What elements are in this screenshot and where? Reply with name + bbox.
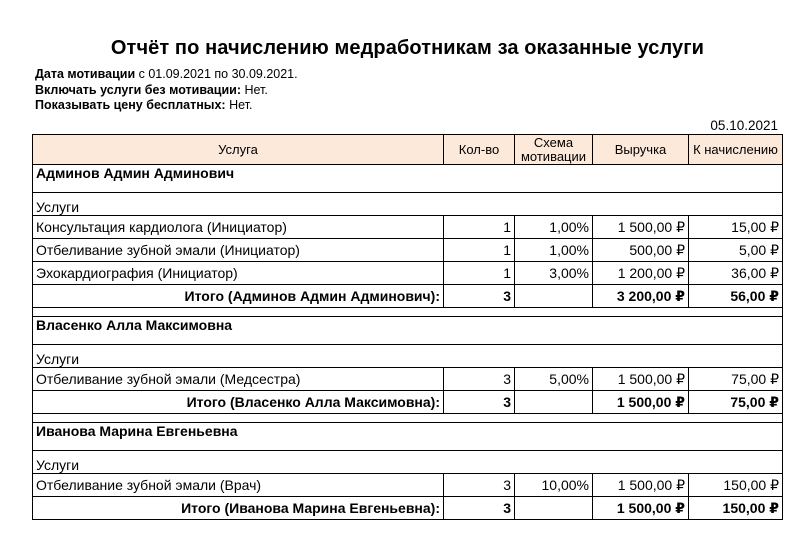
service-accrual: 150,00 ₽	[689, 474, 783, 497]
total-qty: 3	[444, 391, 515, 414]
column-header-accrual: К начислению	[689, 135, 783, 165]
services-subheader-row	[33, 345, 783, 368]
motivation-period: Дата мотивации с 01.09.2021 по 30.09.2021.	[35, 67, 298, 81]
motivation-scheme: 3,00%	[515, 262, 593, 285]
table-row	[33, 216, 783, 239]
total-qty: 3	[444, 285, 515, 308]
total-scheme-empty	[515, 391, 593, 414]
total-label: Итого (Иванова Марина Евгеньевна):	[33, 497, 444, 520]
total-row	[33, 497, 783, 520]
total-scheme-empty	[515, 497, 593, 520]
service-name: Отбеливание зубной эмали (Инициатор)	[33, 239, 444, 262]
service-name: Эхокардиография (Инициатор)	[33, 262, 444, 285]
total-label: Итого (Власенко Алла Максимовна):	[33, 391, 444, 414]
table-row	[33, 262, 783, 285]
show-free-price: Показывать цену бесплатных: Нет.	[35, 98, 253, 112]
group-spacer	[33, 414, 783, 423]
total-accrual: 75,00 ₽	[689, 391, 783, 414]
employee-name: Админов Админ Админович	[33, 165, 783, 193]
service-qty: 1	[444, 239, 515, 262]
column-header-qty: Кол-во	[444, 135, 515, 165]
employee-row	[33, 423, 783, 451]
employee-row	[33, 165, 783, 193]
service-accrual: 15,00 ₽	[689, 216, 783, 239]
group-spacer	[33, 308, 783, 317]
services-subheader-row	[33, 193, 783, 216]
include-without-motivation: Включать услуги без мотивации: Нет.	[35, 82, 268, 97]
motivation-scheme: 10,00%	[515, 474, 593, 497]
total-label: Итого (Админов Админ Админович):	[33, 285, 444, 308]
service-revenue: 1 500,00 ₽	[593, 368, 689, 391]
report-parameters	[35, 67, 298, 114]
employee-name: Иванова Марина Евгеньевна	[33, 423, 783, 451]
service-revenue: 1 200,00 ₽	[593, 262, 689, 285]
service-name: Отбеливание зубной эмали (Врач)	[33, 474, 444, 497]
total-accrual: 150,00 ₽	[689, 497, 783, 520]
table-header-row	[33, 135, 783, 165]
total-revenue: 1 500,00 ₽	[593, 497, 689, 520]
service-accrual: 5,00 ₽	[689, 239, 783, 262]
services-subheader: Услуги	[33, 193, 783, 216]
total-row	[33, 391, 783, 414]
employee-name: Власенко Алла Максимовна	[33, 317, 783, 345]
total-scheme-empty	[515, 285, 593, 308]
total-qty: 3	[444, 497, 515, 520]
motivation-scheme: 1,00%	[515, 216, 593, 239]
column-header-service: Услуга	[33, 135, 444, 165]
spacer-cell	[33, 308, 783, 317]
service-revenue: 1 500,00 ₽	[593, 474, 689, 497]
service-accrual: 75,00 ₽	[689, 368, 783, 391]
services-subheader: Услуги	[33, 451, 783, 474]
service-name: Консультация кардиолога (Инициатор)	[33, 216, 444, 239]
column-header-revenue: Выручка	[593, 135, 689, 165]
total-accrual: 56,00 ₽	[689, 285, 783, 308]
table-row	[33, 239, 783, 262]
motivation-scheme: 1,00%	[515, 239, 593, 262]
report-table	[32, 134, 783, 520]
report-title: Отчёт по начислению медработникам за оказанные услуги	[110, 37, 705, 59]
column-header-scheme: Схема мотивации	[515, 135, 593, 165]
service-revenue: 1 500,00 ₽	[593, 216, 689, 239]
motivation-scheme: 5,00%	[515, 368, 593, 391]
service-accrual: 36,00 ₽	[689, 262, 783, 285]
employee-row	[33, 317, 783, 345]
total-row	[33, 285, 783, 308]
report-date: 05.10.2021	[710, 118, 778, 133]
services-subheader-row	[33, 451, 783, 474]
service-qty: 1	[444, 262, 515, 285]
service-qty: 3	[444, 368, 515, 391]
spacer-cell	[33, 414, 783, 423]
total-revenue: 1 500,00 ₽	[593, 391, 689, 414]
total-revenue: 3 200,00 ₽	[593, 285, 689, 308]
table-row	[33, 474, 783, 497]
table-row	[33, 368, 783, 391]
service-qty: 1	[444, 216, 515, 239]
services-subheader: Услуги	[33, 345, 783, 368]
service-name: Отбеливание зубной эмали (Медсестра)	[33, 368, 444, 391]
service-qty: 3	[444, 474, 515, 497]
service-revenue: 500,00 ₽	[593, 239, 689, 262]
